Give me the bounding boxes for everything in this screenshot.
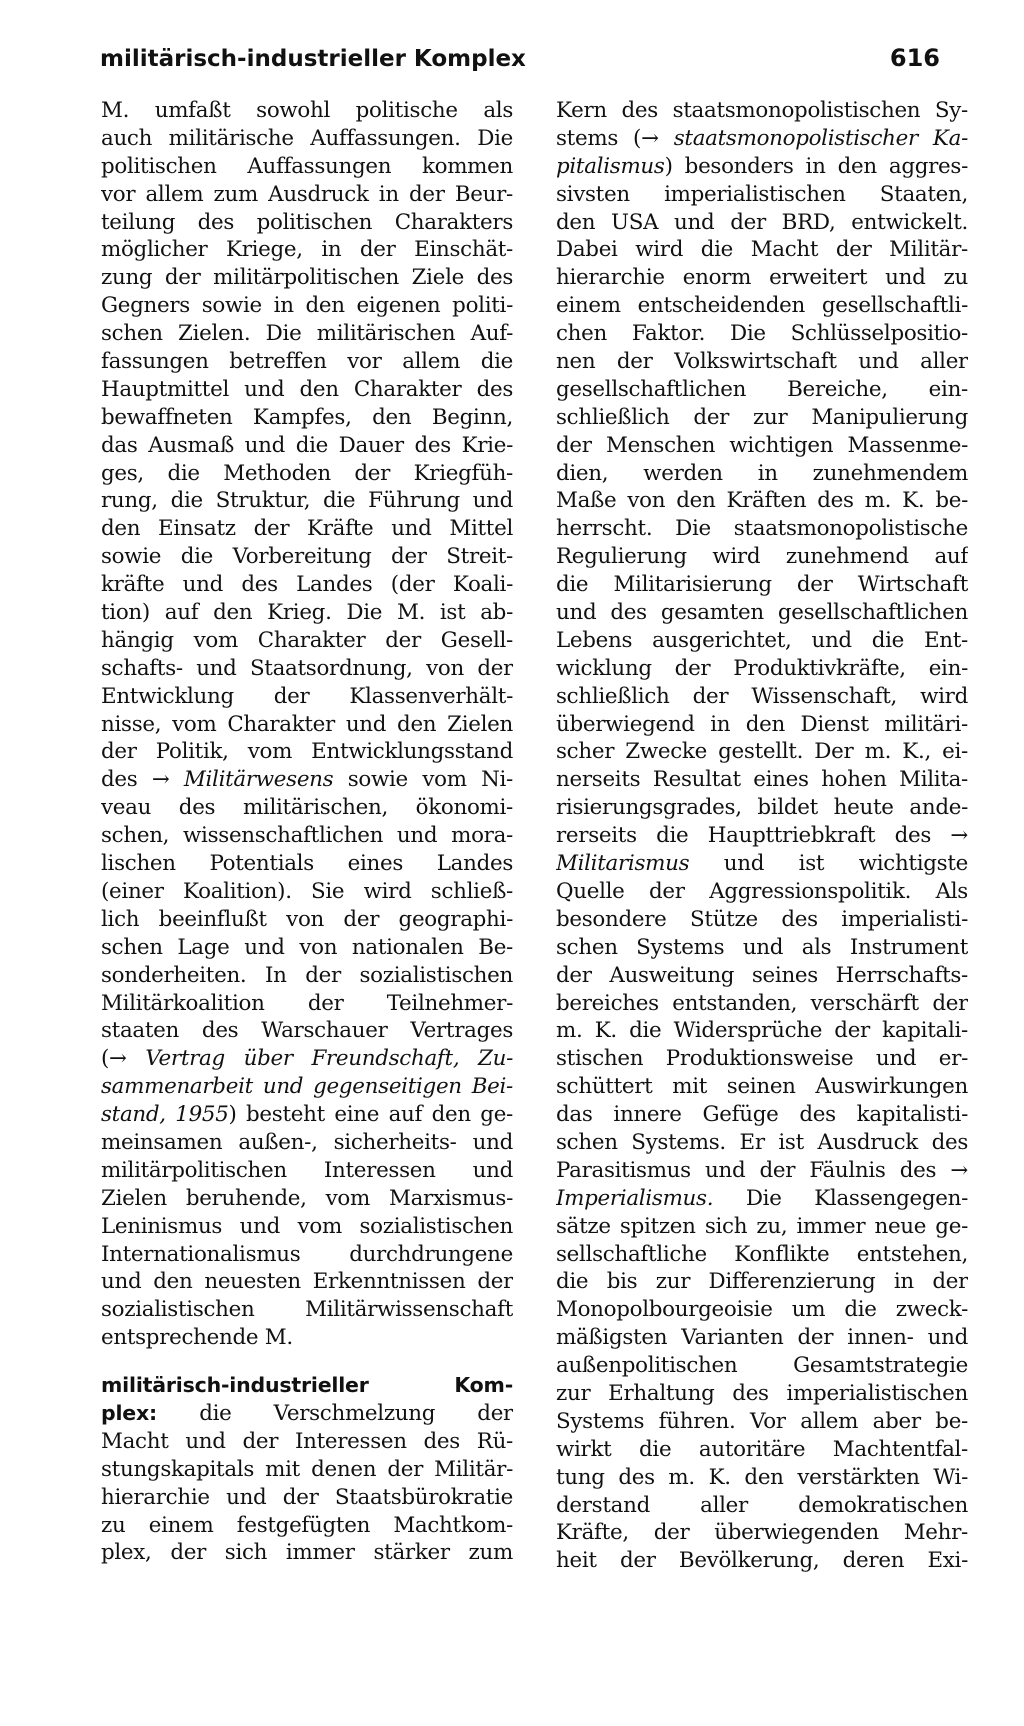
text-line: sonderheiten. In der sozialistischen: [101, 962, 513, 988]
text-line: Dabei wird die Macht der Militär-: [556, 237, 968, 263]
text-line: (einer Koalition). Sie wird schließ-: [101, 878, 513, 904]
page-number: 616: [889, 44, 940, 72]
arrow-icon: →: [109, 1046, 127, 1072]
arrow-icon: →: [950, 1157, 968, 1183]
text-line: sowie die Vorbereitung der Streit-: [101, 544, 513, 570]
text-line: fassungen betreffen vor allem die: [101, 349, 513, 375]
text-line: das innere Gefüge des kapitalisti-: [556, 1102, 968, 1128]
text-line: mäßigsten Varianten der innen- und: [556, 1325, 968, 1351]
text-line: heit der Bevölkerung, deren Exi-: [556, 1548, 968, 1574]
text-line: meinsamen außen-, sicherheits- und: [101, 1129, 513, 1155]
right-lines-a: [556, 181, 968, 822]
text-line: schafts- und Staatsordnung, von der: [101, 655, 513, 681]
text-line: ges, die Methoden der Kriegfüh-: [101, 460, 513, 486]
text-line: schen Lage und von nationalen Be-: [101, 934, 513, 960]
text-line: Militärkoalition der Teilnehmer-: [101, 990, 513, 1016]
entry-term: militärisch-industrieller Kom-: [101, 1373, 513, 1398]
text-line: sätze spitzen sich zu, immer neue ge-: [556, 1213, 968, 1239]
text-line: nen der Volkswirtschaft und aller: [556, 349, 968, 375]
text-line: gesellschaftlichen Bereiche, ein-: [556, 376, 968, 402]
text-line: überwiegend in den Dienst militäri-: [556, 711, 968, 737]
running-title: militärisch-industrieller Komplex: [100, 46, 526, 72]
text-line: entsprechende M.: [101, 1325, 293, 1351]
text-line: plex, der sich immer stärker zum: [101, 1540, 513, 1566]
text-line: Lebens ausgerichtet, und die Ent-: [556, 627, 968, 653]
text-line: chen Faktor. Die Schlüsselpositio-: [556, 321, 968, 347]
text-line: tion) auf den Krieg. Die M. ist ab-: [101, 600, 513, 626]
text-line: möglicher Kriege, in der Einschät-: [101, 237, 513, 263]
text-line: Parasitismus und der Fäulnis des →: [556, 1157, 968, 1183]
text-line: schen Zielen. Die militärischen Auf-: [101, 321, 513, 347]
text-line: vor allem zum Ausdruck in der Beur-: [101, 181, 513, 207]
cross-reference-link[interactable]: stand, 1955: [101, 1102, 229, 1128]
text-line: stungskapitals mit denen der Militär-: [101, 1456, 513, 1482]
text-line: der Politik, vom Entwicklungsstand: [101, 739, 513, 765]
entry-lines: [101, 1428, 513, 1567]
text-line: schüttert mit seinen Auswirkungen: [556, 1074, 968, 1100]
text-line: dien, werden in zunehmendem: [556, 460, 968, 486]
text-line: rung, die Struktur, die Führung und: [101, 488, 513, 514]
text-line: Leninismus und vom sozialistischen: [101, 1213, 513, 1239]
text-line: Internationalismus durchdrungene: [101, 1241, 513, 1267]
text-line: hängig vom Charakter der Gesell-: [101, 627, 513, 653]
text-line: schließlich der zur Manipulierung: [556, 404, 968, 430]
left-lines-a: [101, 97, 513, 766]
text-line: scher Zwecke gestellt. Der m. K., ei-: [556, 739, 968, 765]
text-line: sivsten imperialistischen Staaten,: [556, 181, 968, 207]
text-line: lischen Potentials eines Landes: [101, 851, 513, 877]
text-line: des → Militärwesens sowie vom Ni-: [101, 767, 513, 793]
text-line: einem entscheidenden gesellschaftli-: [556, 293, 968, 319]
text-line: Systems führen. Vor allem aber be-: [556, 1408, 968, 1434]
text-line: schen Systems. Er ist Ausdruck des: [556, 1129, 968, 1155]
cross-reference-link[interactable]: staatsmonopolistischer Ka-: [658, 125, 968, 151]
text-line: staaten des Warschauer Vertrages: [101, 1018, 513, 1044]
cross-reference-link[interactable]: Vertrag über Freundschaft, Zu-: [126, 1046, 513, 1072]
text-line: stems (→ staatsmonopolistischer Ka-: [556, 125, 968, 151]
text-line: Entwicklung der Klassenverhält-: [101, 683, 513, 709]
left-column: [101, 97, 513, 1567]
cross-reference-link[interactable]: Militarismus: [556, 851, 690, 877]
text-line: Militarismus und ist wichtigste: [556, 851, 968, 877]
text-line: den USA und der BRD, entwickelt.: [556, 209, 968, 235]
text-line: schen Systems und als Instrument: [556, 934, 968, 960]
text-line: Kern des staatsmonopolistischen Sy-: [556, 98, 968, 123]
text-line: m. K. die Widersprüche der kapitali-: [556, 1018, 968, 1044]
text-line: tung des m. K. den verstärkten Wi-: [556, 1464, 968, 1490]
arrow-icon: →: [151, 767, 170, 793]
entry-gap: [101, 1352, 513, 1372]
text-line: militärpolitischen Interessen und: [101, 1157, 513, 1183]
text-line: bewaffneten Kampfes, den Beginn,: [101, 404, 513, 430]
text-line: Imperialismus. Die Klassengegen-: [556, 1185, 968, 1211]
text-line: das Ausmaß und die Dauer des Krie-: [101, 432, 513, 458]
text-line: zu einem festgefügten Machtkom-: [101, 1512, 513, 1538]
text-line: der Ausweitung seines Herrschafts-: [556, 962, 968, 988]
right-lines-c: [556, 1213, 968, 1576]
text-line: auch militärische Auffassungen. Die: [101, 125, 513, 151]
text-line: schließlich der Wissenschaft, wird: [556, 683, 968, 709]
text-line: hierarchie enorm erweitert und zu: [556, 265, 968, 291]
text-line: pitalismus) besonders in den aggres-: [556, 153, 968, 179]
left-lines-c: [101, 1129, 513, 1352]
text-line: besondere Stütze des imperialisti-: [556, 906, 968, 932]
text-line: (→ Vertrag über Freundschaft, Zu-: [101, 1046, 513, 1072]
text-line: teilung des politischen Charakters: [101, 209, 513, 235]
right-lines-b: [556, 878, 968, 1157]
text-line: hierarchie und der Staatsbürokratie: [101, 1484, 513, 1510]
text-line: nisse, vom Charakter und den Zielen: [101, 711, 513, 737]
text-line: [101, 1073, 513, 1101]
cross-reference-link[interactable]: Militärwesens: [169, 767, 334, 793]
text-line: Gegners sowie in den eigenen politi-: [101, 293, 513, 319]
text-line: stischen Produktionsweise und er-: [556, 1046, 968, 1072]
text-line: den Einsatz der Kräfte und Mittel: [101, 516, 513, 542]
text-line: politischen Auffassungen kommen: [101, 153, 513, 179]
text-line: Kräfte, der überwiegenden Mehr-: [556, 1520, 968, 1546]
text-line: schen, wissenschaftlichen und mora-: [101, 823, 513, 849]
text-line: die bis zur Differenzierung in der: [556, 1269, 968, 1295]
text-line: bereiches entstanden, verschärft der: [556, 990, 968, 1016]
arrow-icon: →: [950, 823, 968, 849]
text-line: rerseits die Haupttriebkraft des →: [556, 823, 968, 849]
text-line: außenpolitischen Gesamtstrategie: [556, 1353, 968, 1379]
text-line: Macht und der Interessen des Rü-: [101, 1428, 513, 1454]
text-line: kräfte und des Landes (der Koali-: [101, 572, 513, 598]
text-line: nerseits Resultat eines hohen Milita-: [556, 767, 968, 793]
cross-reference-link[interactable]: pitalismus: [556, 153, 665, 179]
text-line: wicklung der Produktivkräfte, ein-: [556, 655, 968, 681]
text-line: stand, 1955) besteht eine auf den ge-: [101, 1102, 513, 1128]
text-line: veau des militärischen, ökonomi-: [101, 795, 513, 821]
text-line: Monopolbourgeoisie um die zweck-: [556, 1297, 968, 1323]
text-line: der Menschen wichtigen Massenme-: [556, 432, 968, 458]
text-line: derstand aller demokratischen: [556, 1492, 968, 1518]
text-line: zur Erhaltung des imperialistischen: [556, 1380, 968, 1406]
text-line: Maße von den Kräften des m. K. be-: [556, 488, 968, 514]
text-line: risierungsgrades, bildet heute ande-: [556, 795, 968, 821]
text-line: Hauptmittel und den Charakter des: [101, 376, 513, 402]
text-line: und des gesamten gesellschaftlichen: [556, 600, 968, 626]
cross-reference-link[interactable]: Imperialismus.: [556, 1185, 714, 1211]
text-line: Zielen beruhende, vom Marxismus-: [101, 1185, 513, 1211]
text-line: lich beeinflußt von der geographi-: [101, 906, 513, 932]
cross-reference-link[interactable]: sammenarbeit und gegenseitigen Bei-: [101, 1074, 513, 1100]
left-lines-b: [101, 794, 513, 1045]
entry-heading-line: [101, 1372, 513, 1400]
text-line: die Militarisierung der Wirtschaft: [556, 572, 968, 598]
right-column: [556, 97, 968, 1575]
text-line: und den neuesten Erkenntnissen der: [101, 1269, 513, 1295]
text-line: plex: die Verschmelzung der: [101, 1400, 513, 1426]
text-line: sozialistischen Militärwissenschaft: [101, 1297, 513, 1323]
text-line: sellschaftliche Konflikte entstehen,: [556, 1241, 968, 1267]
text-line: wirkt die autoritäre Machtentfal-: [556, 1436, 968, 1462]
text-line: zung der militärpolitischen Ziele des: [101, 265, 513, 291]
arrow-icon: →: [641, 125, 659, 151]
text-line: M. umfaßt sowohl politische als: [101, 98, 513, 123]
text-line: Regulierung wird zunehmend auf: [556, 544, 968, 570]
text-line: herrscht. Die staatsmonopolistische: [556, 516, 968, 542]
entry-term: plex:: [101, 1400, 158, 1425]
text-line: Quelle der Aggressionspolitik. Als: [556, 878, 968, 904]
